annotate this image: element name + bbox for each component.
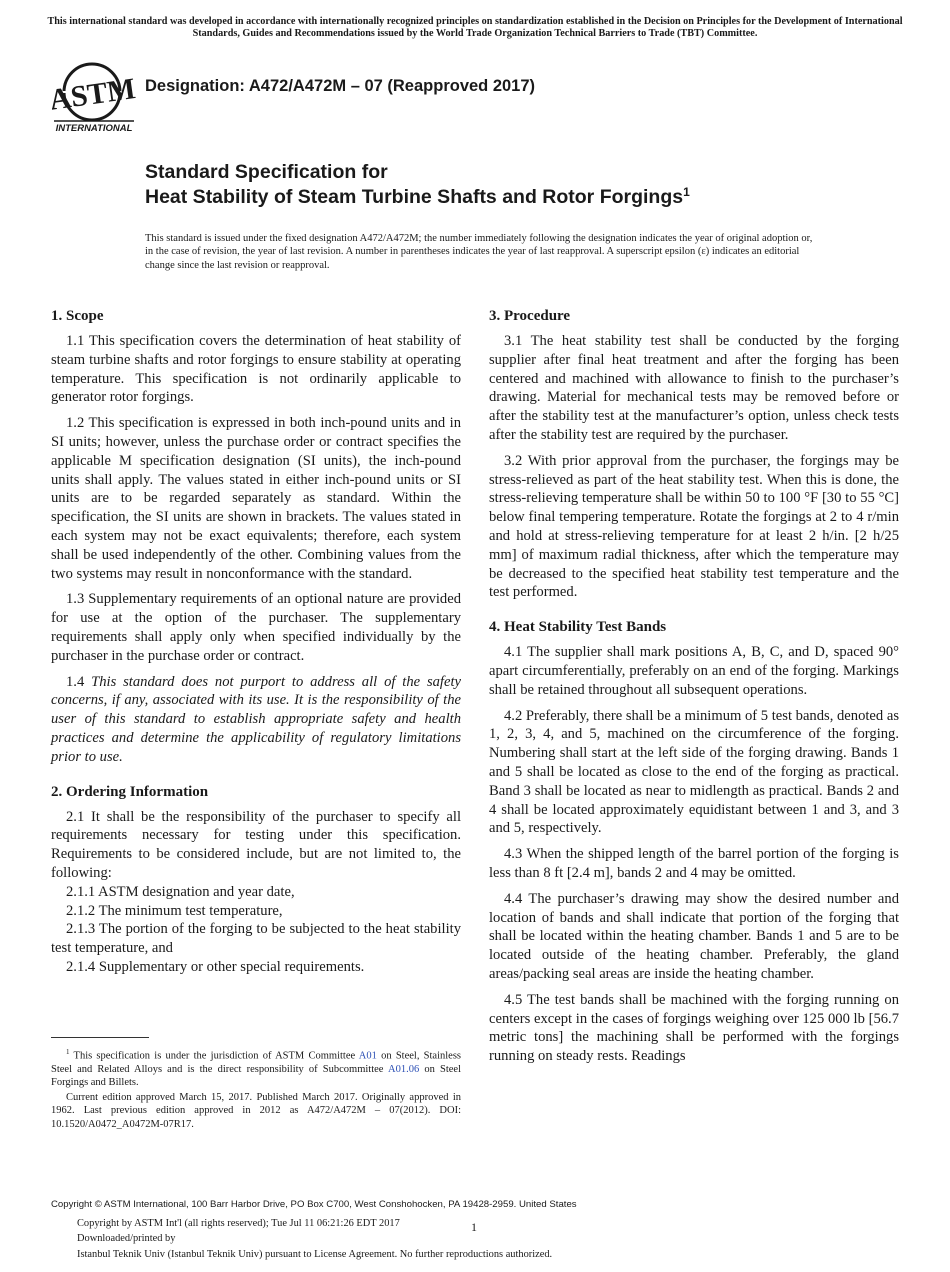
para-3-2: 3.2 With prior approval from the purchaser, the forgings may be stress-relieved as part of the heat stability test. When this is done, the stress-relieving temperature shall be within 50 to 100 °F [30 to 55 °C] below final tempering temperature. Rotate the forgings at 2 to 4 r/min and hold at stress-relieving temperature for at least 2 h/in. [2 h/25 mm] of maximum radial thickness, after which the temperature may be decreased to the specified heat stability test temperature and the test performed. (489, 452, 899, 601)
section-4-heading: 4. Heat Stability Test Bands (489, 619, 667, 636)
title-line-1: Standard Specification for (145, 161, 388, 183)
section-1-heading: 1. Scope (51, 308, 104, 324)
license-line-3: Istanbul Teknik Univ (Istanbul Teknik Univ) pursuant to License Agreement. No further reproductions authorized. (77, 1248, 553, 1260)
para-1-3: 1.3 Supplementary requirements of an optional nature are provided for use at the option of the purchaser. The supplementary requirements shall apply only when specified individually by the purchaser in the purchase order or contract. (51, 591, 461, 664)
copyright-line: Copyright © ASTM International, 100 Barr Harbor Drive, PO Box C700, West Conshohocken, PA 19428-2959. United States (51, 1199, 577, 1210)
title-line-2-text: Heat Stability of Steam Turbine Shafts and Rotor Forgings (145, 186, 684, 208)
para-1-2: 1.2 This specification is expressed in both inch-pound units and in SI units; however, unless the purchase order or contract specifies the applicable M specification designation (SI units), the inch-pound units shall apply. The values stated in either inch-pound units or SI units are to be regarded separately as standard. Within the specification, the SI units are shown in brackets. The values stated in each system may not be exact equivalents; therefore, each system shall be used independently of the other. Combining values from the two systems may result in nonconformance with the standard. (51, 415, 461, 582)
astm-logo-icon (52, 58, 136, 134)
para-1-4 (51, 673, 461, 767)
subcommittee-a01-06-link[interactable]: A01.06 (388, 1063, 420, 1075)
left-column (51, 306, 461, 977)
para-4-3: 4.3 When the shipped length of the barrel portion of the forging is less than 8 ft [2.4 m], bands 2 and 4 may be omitted. (489, 846, 899, 881)
para-1-4-text: This standard does not purport to address all of the safety concerns, if any, associated with its use. It is the responsibility of the user of this standard to establish appropriate safety and health practices and determine the applicability of regulatory limitations prior to use. (51, 673, 461, 765)
para-2-1: 2.1 It shall be the responsibility of the purchaser to specify all requirements necessary for testing under this specification. Requirements to be considered include, but are not limited to, the following: (51, 808, 461, 881)
para-3-1: 3.1 The heat stability test shall be conducted by the forging supplier after final heat treatment and after the forging has been centered and machined with allowance to finish to the purchaser’s drawing. Material for mechanical tests may be removed before or after the stability test at the manufacturer’s option, unless check tests after the stability test are required by the purchaser. (489, 333, 899, 443)
logo-sub-text: INTERNATIONAL (55, 123, 133, 134)
para-2-1-3: 2.1.3 The portion of the forging to be subjected to the heat stability test temperature, and (51, 921, 461, 957)
para-1-1: 1.1 This specification covers the determination of heat stability of steam turbine shafts and rotor forgings to ensure stability at operating temperature. This specification is not ordinarily applicable to generator rotor forgings. (51, 333, 461, 406)
title-line-2 (145, 185, 690, 212)
right-column (489, 306, 899, 1073)
committee-a01-link[interactable]: A01 (358, 1050, 377, 1062)
section-3-heading: 3. Procedure (489, 308, 571, 324)
section-2-heading: 2. Ordering Information (51, 783, 209, 800)
logo-text: ASTM (52, 72, 136, 117)
designation: Designation: A472/A472M – 07 (Reapproved 2017) (145, 77, 536, 95)
para-4-5: 4.5 The test bands shall be machined with the forging running on centers except in the cases of forgings weighing over 125 000 lb [56.7 metric tons] the machining shall be performed with the forgings running on steady rests. Readings (489, 991, 899, 1065)
document-title (145, 160, 690, 212)
license-line-2: Downloaded/printed by (77, 1233, 176, 1245)
footnote-text-b: on Steel, Stainless Steel and Related Alloys and is the direct responsibility of Subcommittee (51, 1050, 461, 1075)
footnote-edition: Current edition approved March 15, 2017. Published March 2017. Originally approved in 1962. Last previous edition approved in 2012 as A472/A472M – 07(2012). DOI: 10.1520/A0472_A0472M-07R17. (51, 1091, 461, 1130)
page-number: 1 (471, 1220, 477, 1234)
para-2-1-2: 2.1.2 The minimum test temperature, (66, 902, 283, 919)
para-4-1: 4.1 The supplier shall mark positions A, B, C, and D, spaced 90° apart circumferentially, preferably on an end of the forging. Markings shall be retained throughout all subsequent operations. (489, 644, 899, 698)
footnote-text-c: on Steel Forgings and Billets. (51, 1063, 461, 1089)
para-2-1-1: 2.1.1 ASTM designation and year date, (66, 883, 295, 900)
footnote-mark: 1 (66, 1048, 70, 1056)
standards-notice: This international standard was developed in accordance with internationally recognized principles on standardization established in the Decision on Principles for the Development of International Standards, Guides and Recommendations issued by the World Trade Organization Technical Barriers to Trade (TBT) Committee. (47, 16, 903, 39)
para-2-1-4: 2.1.4 Supplementary or other special requirements. (66, 958, 365, 975)
para-1-4-number: 1.4 (66, 673, 92, 690)
license-notice (77, 1216, 552, 1262)
license-line-1: Copyright by ASTM Int'l (all rights reserved); Tue Jul 11 06:21:26 EDT 2017 (77, 1218, 400, 1229)
footnote-text-a: This specification is under the jurisdiction of ASTM Committee (69, 1050, 359, 1062)
para-4-2: 4.2 Preferably, there shall be a minimum of 5 test bands, denoted as 1, 2, 3, 4, and 5, machined on the circumference of the forging. Numbering shall start at the left side of the forging drawing. Bands 1 and 5 shall be located as close to the end of the forging as practical. Band 3 shall be located as near to midlength as practical. Bands 2 and 4 shall be located approximately equidistant between 1 and 3, and 3 and 5, respectively. (489, 707, 900, 837)
issued-note: This standard is issued under the fixed designation A472/A472M; the number immediately following the designation indicates the year of original adoption or, in the case of revision, the year of last revision. A number in parentheses indicates the year of last reapproval. A superscript epsilon (ε) indicates an editorial change since the last revision or reapproval. (145, 233, 813, 271)
footnote-rule (51, 1037, 149, 1038)
title-footnote-mark: 1 (683, 185, 690, 199)
footnote (51, 1046, 461, 1132)
footnote-1 (51, 1046, 461, 1090)
astm-logo (52, 58, 136, 134)
para-4-4: 4.4 The purchaser’s drawing may show the desired number and location of bands and shall indicate that portion of the forging that shall be located within the heating chamber. Bands 1 and 5 are to be located outside of the heating chamber. Preferably, the gland areas/packing seal areas are inside the heating chamber. (489, 890, 899, 982)
